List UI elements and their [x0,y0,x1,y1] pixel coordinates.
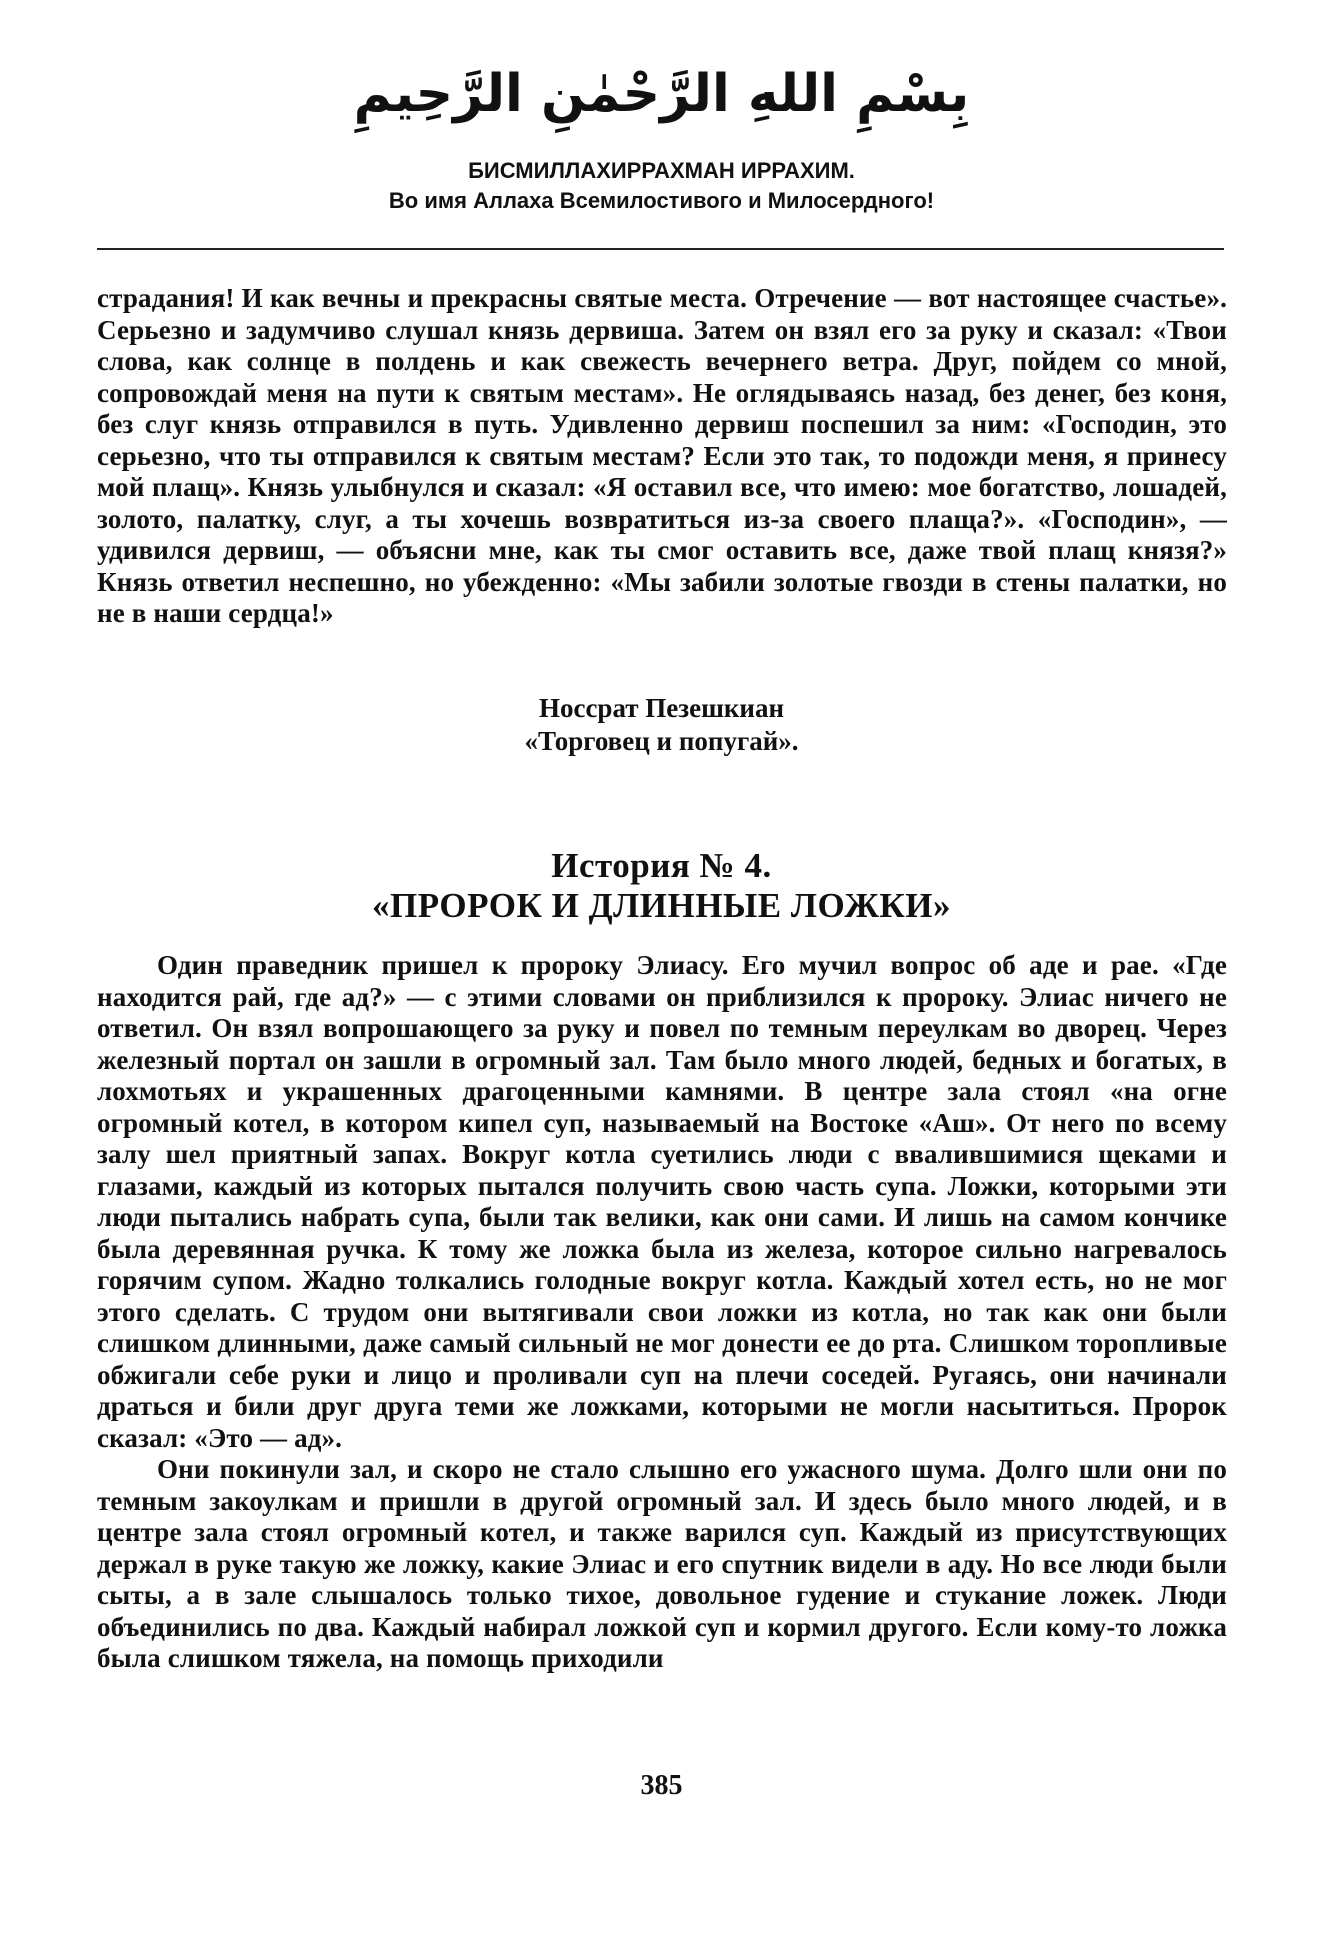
page-header [0,64,1323,216]
continued-paragraph: страдания! И как вечны и прекрасны святые места. Отречение — вот настоящее счастье». Серьезно и задумчиво слушал князь дервиша. Затем он взял его за руку и сказал: «Твои слова, как солнце в полдень и как свежесть вечернего ветра. Друг, пойдем со мной, сопровождай меня на пути к святым местам». Не оглядываясь назад, без денег, без коня, без слуг князь отправился в путь. Удивленно дервиш поспешил за ним: «Господин, это серьезно, что ты отправился к святым местам? Если это так, то подожди меня, я принесу мой плащ». Князь улыбнулся и сказал: «Я оставил все, что имею: мое богатство, лошадей, золото, палатку, слуг, а ты хочешь возвратиться из-за своего плаща?». «Господин», — удивился дервиш, — объясни мне, как ты смог оставить все, даже твой плащ князя?» Князь ответил неспешно, но убежденно: «Мы забили золотые гвозди в стены палатки, но не в наши сердца!» [97,283,1227,628]
story-heading [0,846,1323,926]
header-translation: Во имя Аллаха Всемилостивого и Милосердного! [388,188,935,213]
story-body [97,950,1227,1675]
attribution-author: Носсрат Пезешкиан [538,693,785,723]
header-transliteration: БИСМИЛЛАХИРРАХМАН ИРРАХИМ. [468,158,855,183]
page-number: 385 [640,1770,683,1801]
story-paragraph-1: Один праведник пришел к пророку Элиасу. Его мучил вопрос об аде и рае. «Где находится рай, где ад?» — с этими словами он приблизился к пророку. Элиас ничего не ответил. Он взял вопрошающего за руку и повел по темным переулкам во дворец. Через железный портал он зашли в огромный зал. Там было много людей, бедных и богатых, в лохмотьях и украшенных драгоценными камнями. В центре зала стоял «на огне огромный котел, в котором кипел суп, называемый на Востоке «Аш». От него по всему залу шел приятный запах. Вокруг котла суетились люди с ввалившимися щеками и глазами, каждый из которых пытался получить свою часть супа. Ложки, которыми эти люди пытались набрать супа, были так велики, как они сами. И лишь на самом кончике была деревянная ручка. К тому же ложка была из железа, которое сильно нагревалось горячим супом. Жадно толкались голодные вокруг котла. Каждый хотел есть, но не мог этого сделать. С трудом они вытягивали свои ложки из котла, но так как они были слишком длинными, даже самый сильный не мог донести ее до рта. Слишком торопливые обжигали себе руки и лицо и проливали суп на плечи соседей. Ругаясь, они начинали драться и били друг друга теми же ложками, которыми не могли насытиться. Пророк сказал: «Это — ад». [97,950,1227,1453]
header-divider [97,248,1224,250]
attribution [0,692,1323,758]
bismillah-calligraphy: بِسْمِ اللهِ الرَّحْمٰنِ الرَّحِيمِ [353,64,970,124]
story-paragraph-2: Они покинули зал, и скоро не стало слышно его ужасного шума. Долго шли они по темным закоулкам и пришли в другой огромный зал. И здесь было много людей, и в центре зала стоял огромный котел, и также варился суп. Каждый из присутствующих держал в руке такую же ложку, какие Элиас и его спутник видели в аду. Но все люди были сыты, а в зале слышалось только тихое, довольное гудение и стукание ложек. Люди объединились по два. Каждый набирал ложкой суп и кормил другого. Если кому-то ложка была слишком тяжела, на помощь приходили [97,1454,1227,1673]
attribution-book: «Торговец и попугай». [524,726,799,756]
story-title: «ПРОРОК И ДЛИННЫЕ ЛОЖКИ» [371,886,952,925]
story-number: История № 4. [551,846,772,885]
